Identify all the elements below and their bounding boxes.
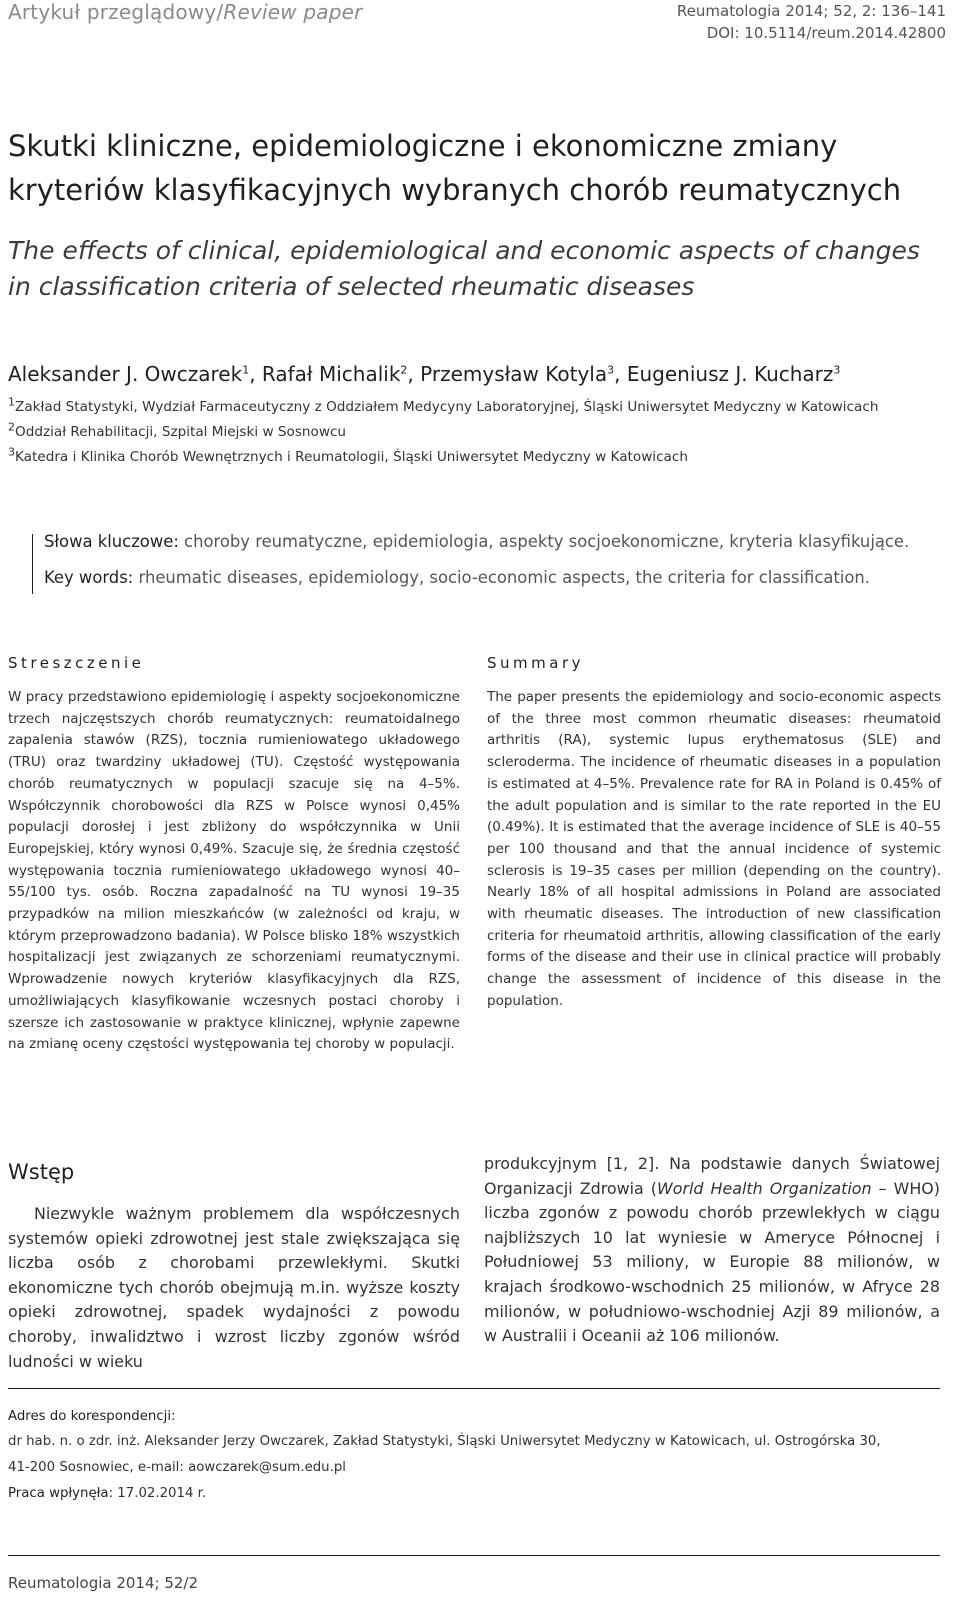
intro-column-2: produkcyjnym [1, 2]. Na podstawie danych Światowej Organizacji Zdrowia (World Health Organization – WHO) liczba zgonów z powodu chorób przewlekłych w ciągu najbliższych 10 lat wyniesie w Ameryce Północnej i Południowej 53 miliony, w Europie 88 milionów, w krajach środkowo-wschodnich 25 milionów, w Afryce 28 milionów, w południowo-wschodniej Azji 89 milionów, a w Australii i Oceanii aż 106 milionów.: [484, 1154, 940, 1346]
author-3: Przemysław Kotyla$^3$,: [420, 362, 627, 386]
author-4: Eugeniusz J. Kucharz$^3$: [626, 362, 841, 386]
abstract-english-heading: Summary: [487, 654, 584, 672]
affiliation-1: $^1$Zakład Statystyki, Wydział Farmaceutyczny z Oddziałem Medycyny Laboratoryjnej, Śląski Uniwersytet Medyczny w Katowicach: [8, 395, 879, 415]
page-footer: Reumatologia 2014; 52/2: [8, 1574, 199, 1592]
doi: DOI: 10.5114/reum.2014.42800: [706, 24, 946, 42]
intro-column-1: Niezwykle ważnym problemem dla współczesnych systemów opieki zdrowotnej jest stale zwiększająca się liczba osób z chorobami przewlekłymi. Skutki ekonomiczne tych chorób obejmują m.in. wyższe koszty opieki zdrowotnej, spadek wydajności z powodu choroby, inwalidztwo i wzrost liczby zgonów wśród ludności w wieku: [8, 1204, 460, 1371]
footnote-divider: [8, 1388, 940, 1389]
keywords-english: Key words: rheumatic diseases, epidemiology, socio-economic aspects, the criteria for classification.: [44, 568, 870, 587]
correspondence-label: Adres do korespondencji:: [8, 1409, 176, 1424]
author-1: Aleksander J. Owczarek$^1$,: [8, 362, 262, 386]
footer-divider: [8, 1555, 940, 1556]
abstract-polish-text: W pracy przedstawiono epidemiologię i aspekty socjoekonomiczne trzech najczęstszych chorób reumatycznych: reumatoidalnego zapalenia stawów (RZS), tocznia rumieniowatego układowego (TRU) oraz twardziny układowej (TU). Częstość występowania chorób reumatycznych w populacji szacuje się na 4–5%. Współczynnik chorobowości dla RZS w Polsce wynosi 0,45% populacji dorosłej i jest zbliżony do współczynnika w Unii Europejskiej, który wynosi 0,49%. Szacuje się, że średnia częstość występowania tocznia rumieniowatego układowego wynosi 40–55/100 tys. osób. Roczna zapadalność na TU wynosi 19–35 przypadków na milion mieszkańców (w zależności od kraju, w którym przeprowadzono badania). W Polsce blisko 18% wszystkich hospitalizacji jest związanych ze schorzeniami reumatycznymi. Wprowadzenie nowych kryteriów klasyfikacyjnych dla RZS, umożliwiających klasyfikowanie wczesnych postaci choroby i szersze ich zastosowanie w praktyce klinicznej, wpłynie zapewne na zmianę oceny częstości występowania tej choroby w populacji.: [8, 689, 460, 1053]
section-label: Artykuł przeglądowy/Review paper: [8, 0, 363, 24]
title-english: The effects of clinical, epidemiological and economic aspects of changes in classification criteria of selected rheumatic diseases: [8, 236, 920, 301]
correspondence-line-2: 41-200 Sosnowiec, e-mail: aowczarek@sum.edu.pl: [8, 1460, 346, 1475]
journal-reference: [677, 0, 946, 44]
abstract-english-text: The paper presents the epidemiology and socio-economic aspects of the three most common rheumatic diseases: rheumatoid arthritis (RA), systemic lupus erythematosus (SLE) and scleroderma. The incidence of rheumatic diseases in a population is estimated at 4–5%. Prevalence rate for RA in Poland is 0.45% of the adult population and is similar to the rate reported in the EU (0.49%). It is estimated that the average incidence of SLE is 40–55 per 100 thousand and that the annual incidence of systemic sclerosis is 19–35 cases per million (depending on the country). Nearly 18% of all hospital admissions in Poland are associated with rheumatic diseases. The introduction of new classification criteria for rheumatoid arthritis, allowing classification of the early forms of the disease and their use in clinical practice will probably change the assessment of incidence of this disease in the population.: [487, 689, 941, 1009]
abstract-polish-heading: Streszczenie: [8, 654, 145, 672]
section-label-en: Review paper: [223, 0, 363, 24]
received-date: Praca wpłynęła: 17.02.2014 r.: [8, 1486, 207, 1501]
keywords-divider: [32, 534, 33, 594]
affiliation-2: $^2$Oddział Rehabilitacji, Szpital Miejski w Sosnowcu: [8, 420, 347, 440]
author-2: Rafał Michalik$^2$,: [261, 362, 421, 386]
author-list: [8, 362, 840, 386]
correspondence-line-1: dr hab. n. o zdr. inż. Aleksander Jerzy Owczarek, Zakład Statystyki, Śląski Uniwersytet Medyczny w Katowicach, ul. Ostrogórska 30,: [8, 1434, 881, 1449]
keywords-polish: Słowa kluczowe: choroby reumatyczne, epidemiologia, aspekty socjoekonomiczne, kryteria klasyfikujące.: [44, 532, 910, 551]
intro-heading: Wstęp: [8, 1160, 75, 1184]
affiliation-3: $^3$Katedra i Klinika Chorób Wewnętrznych i Reumatologii, Śląski Uniwersytet Medyczny w Katowicach: [8, 445, 688, 465]
title-polish: Skutki kliniczne, epidemiologiczne i ekonomiczne zmiany kryteriów klasyfikacyjnych wybranych chorób reumatycznych: [8, 129, 902, 207]
citation: Reumatologia 2014; 52, 2: 136–141: [676, 2, 946, 20]
